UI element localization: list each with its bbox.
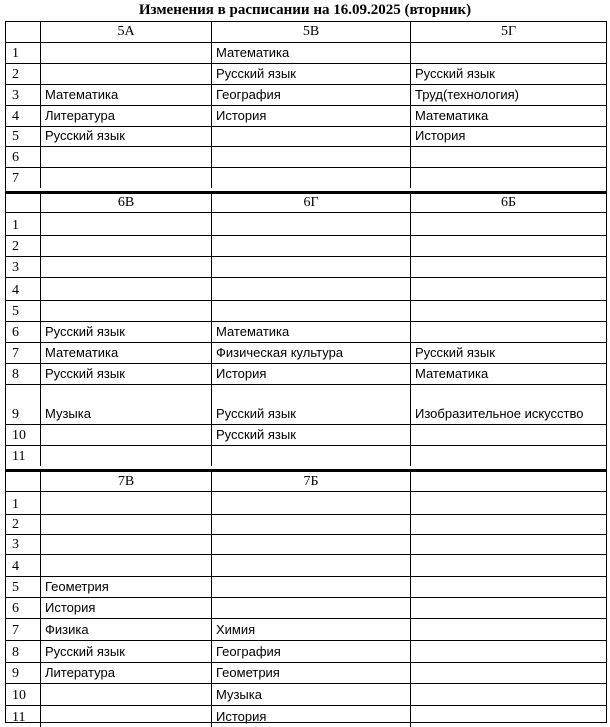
subject-cell (410, 257, 606, 277)
subject-cell (211, 515, 410, 534)
subject-cell (410, 322, 606, 342)
subject-cell: Физика (40, 619, 211, 640)
lesson-row (6, 597, 606, 618)
lesson-row (6, 554, 606, 576)
subject-cell (40, 301, 211, 321)
subject-cell (410, 168, 606, 188)
subject-cell (410, 684, 606, 705)
subject-cell: Русский язык (40, 322, 211, 342)
lesson-row (6, 514, 606, 534)
subject-cell (211, 257, 410, 277)
subject-cell: Физическая культура (211, 343, 410, 363)
lesson-number: 9 (12, 407, 19, 422)
lesson-number: 6 (12, 325, 19, 340)
lesson-number-header (6, 472, 40, 491)
subject-cell (40, 684, 211, 705)
lesson-row (6, 146, 606, 167)
subject-cell: Геометрия (211, 663, 410, 683)
subject-cell: История (211, 106, 410, 126)
lesson-number: 10 (12, 428, 26, 443)
lesson-row (6, 105, 606, 126)
subject-cell: Музыка (211, 684, 410, 705)
class-name-header: 7Б (211, 472, 410, 491)
lesson-number: 4 (12, 109, 19, 124)
subject-cell: Литература (40, 663, 211, 683)
subject-cell: Русский язык (40, 364, 211, 384)
lesson-number: 5 (12, 129, 19, 144)
class-name-header: 7В (40, 472, 211, 491)
class-name-header (410, 472, 606, 491)
subject-cell (410, 515, 606, 534)
subject-cell (40, 425, 211, 445)
subject-cell (40, 535, 211, 554)
subject-cell: Музыка (40, 385, 211, 424)
lesson-number: 4 (12, 559, 19, 574)
subject-cell (211, 127, 410, 146)
subject-cell (410, 147, 606, 167)
subject-cell (211, 301, 410, 321)
subject-cell (211, 213, 410, 235)
lesson-row (6, 235, 606, 256)
lesson-number: 1 (12, 46, 19, 61)
subject-cell: История (211, 364, 410, 384)
subject-cell (410, 577, 606, 597)
class-header-row (6, 22, 606, 42)
subject-cell (410, 706, 606, 727)
subject-cell: Русский язык (211, 385, 410, 424)
lesson-number: 2 (12, 517, 19, 532)
subject-cell (410, 663, 606, 683)
subject-cell: Математика (40, 85, 211, 105)
subject-cell (40, 64, 211, 84)
lesson-row (6, 683, 606, 705)
subject-cell (211, 278, 410, 300)
lesson-number: 8 (12, 645, 19, 660)
lesson-row (6, 576, 606, 597)
subject-cell (211, 492, 410, 514)
subject-cell (410, 213, 606, 235)
lesson-number: 1 (12, 497, 19, 512)
subject-cell: Химия (211, 619, 410, 640)
lesson-row (6, 63, 606, 84)
subject-cell (40, 706, 211, 727)
lesson-number: 3 (12, 88, 19, 103)
lesson-row (6, 491, 606, 514)
subject-cell: География (211, 641, 410, 662)
subject-cell (410, 641, 606, 662)
subject-cell (410, 619, 606, 640)
lesson-number: 9 (12, 666, 19, 681)
lesson-number: 10 (12, 688, 26, 703)
subject-cell: Литература (40, 106, 211, 126)
lesson-row (6, 662, 606, 683)
lesson-row (6, 640, 606, 662)
lesson-number: 5 (12, 304, 19, 319)
lesson-row (6, 212, 606, 235)
lesson-number: 7 (12, 623, 19, 638)
lesson-row (6, 300, 606, 321)
subject-cell (40, 555, 211, 576)
class-name-header: 6Б (410, 194, 606, 212)
subject-cell: Труд(технология) (410, 85, 606, 105)
subject-cell (410, 598, 606, 618)
lesson-row (6, 126, 606, 146)
lesson-row (6, 618, 606, 640)
subject-cell (211, 236, 410, 256)
subject-cell (410, 425, 606, 445)
subject-cell: Русский язык (410, 64, 606, 84)
schedule-table (5, 21, 607, 723)
subject-cell (410, 278, 606, 300)
lesson-row (6, 445, 606, 466)
subject-cell (211, 577, 410, 597)
subject-cell: История (40, 598, 211, 618)
lesson-number: 7 (12, 346, 19, 361)
subject-cell (410, 535, 606, 554)
subject-cell (40, 236, 211, 256)
subject-cell (410, 236, 606, 256)
lesson-number-header (6, 22, 40, 42)
lesson-row (6, 534, 606, 554)
lesson-number: 3 (12, 260, 19, 275)
class-header-row (6, 469, 606, 491)
lesson-number: 7 (12, 171, 19, 186)
subject-cell: Русский язык (211, 64, 410, 84)
lesson-row (6, 705, 606, 727)
lesson-row (6, 384, 606, 424)
lesson-number: 3 (12, 537, 19, 552)
subject-cell (410, 301, 606, 321)
lesson-number: 11 (12, 449, 26, 464)
subject-cell: География (211, 85, 410, 105)
subject-cell (40, 492, 211, 514)
subject-cell: Русский язык (40, 641, 211, 662)
subject-cell (40, 213, 211, 235)
subject-cell (211, 147, 410, 167)
subject-cell (211, 535, 410, 554)
lesson-number: 6 (12, 601, 19, 616)
subject-cell (410, 555, 606, 576)
subject-cell (410, 43, 606, 63)
subject-cell (211, 168, 410, 188)
subject-cell: История (211, 706, 410, 727)
lesson-row (6, 256, 606, 277)
lesson-row (6, 42, 606, 63)
lesson-row (6, 424, 606, 445)
lesson-row (6, 84, 606, 105)
class-name-header: 5Г (410, 22, 606, 42)
lesson-number: 6 (12, 150, 19, 165)
subject-cell (40, 43, 211, 63)
subject-cell: Математика (410, 364, 606, 384)
subject-cell: История (410, 127, 606, 146)
subject-cell: Русский язык (211, 425, 410, 445)
lesson-number: 5 (12, 580, 19, 595)
lesson-row (6, 321, 606, 342)
subject-cell (40, 168, 211, 188)
subject-cell (40, 515, 211, 534)
subject-cell: Математика (211, 322, 410, 342)
subject-cell (410, 446, 606, 466)
lesson-row (6, 342, 606, 363)
lesson-row (6, 363, 606, 384)
subject-cell: Русский язык (40, 127, 211, 146)
subject-cell: Математика (211, 43, 410, 63)
subject-cell (211, 598, 410, 618)
class-name-header: 6В (40, 194, 211, 212)
class-name-header: 5В (211, 22, 410, 42)
lesson-row (6, 167, 606, 188)
subject-cell (211, 555, 410, 576)
subject-cell: Математика (410, 106, 606, 126)
subject-cell (211, 446, 410, 466)
subject-cell: Математика (40, 343, 211, 363)
subject-cell: Русский язык (410, 343, 606, 363)
page-title: Изменения в расписании на 16.09.2025 (вторник) (138, 2, 472, 18)
class-header-row (6, 191, 606, 212)
subject-cell (410, 492, 606, 514)
subject-cell (40, 257, 211, 277)
subject-cell (40, 147, 211, 167)
subject-cell: Изобразительное искусство (410, 385, 606, 424)
lesson-number: 11 (12, 710, 26, 725)
lesson-number: 2 (12, 239, 19, 254)
subject-cell (40, 446, 211, 466)
class-name-header: 5А (40, 22, 211, 42)
subject-cell (40, 278, 211, 300)
lesson-number: 1 (12, 218, 19, 233)
lesson-number: 8 (12, 367, 19, 382)
lesson-number-header (6, 194, 40, 212)
class-name-header: 6Г (211, 194, 410, 212)
lesson-row (6, 277, 606, 300)
subject-cell: Геометрия (40, 577, 211, 597)
lesson-number: 2 (12, 67, 19, 82)
lesson-number: 4 (12, 283, 19, 298)
